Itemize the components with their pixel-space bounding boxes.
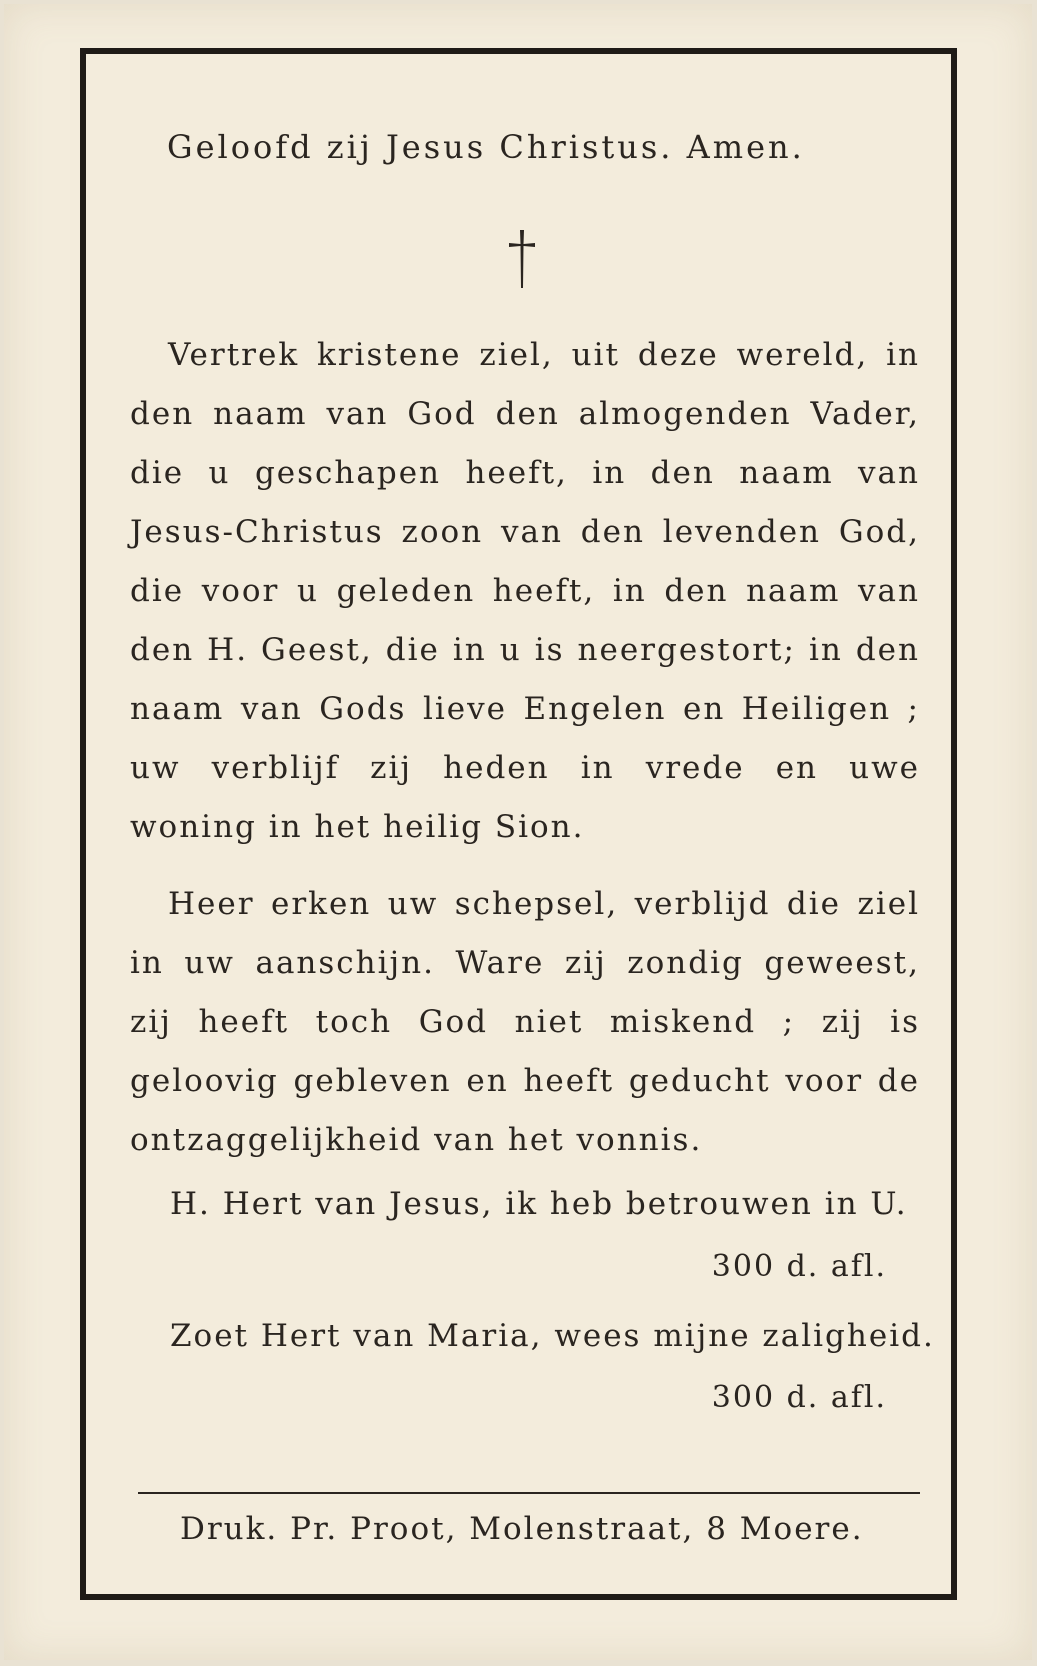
prayer-paragraph: Heer erken uw schepsel, verblijd die ziel in uw aanschijn. Ware zij zondig geweest, zij heeft toch God niet miskend ; zij is geloovig gebleven en heeft geducht voor de ontzaggelijkheid van het vonnis. <box>130 886 920 1158</box>
indulgence-note: 300 d. afl. <box>711 1249 887 1284</box>
invocation-line: H. Hert van Jesus, ik heb betrouwen in U. <box>170 1186 908 1222</box>
printer-imprint: Druk. Pr. Proot, Molenstraat, 8 Moere. <box>180 1511 864 1547</box>
latin-cross-icon <box>507 228 537 290</box>
indulgence-note: 300 d. afl. <box>711 1380 887 1415</box>
divider <box>138 1492 920 1494</box>
prayer-paragraph: Vertrek kristene ziel, uit deze wereld, in den naam van God den almogenden Vader, die u geschapen heeft, in den naam van Jesus-Christus zoon van den levenden God, die voor u geleden heeft, in den naam van den H. Geest, die in u is neergestort; in den naam van Gods lieve Engelen en Heiligen ; uw verblijf zij heden in vrede en uwe woning in het heilig Sion. <box>130 337 920 845</box>
card-heading: Geloofd zij Jesus Christus. Amen. <box>167 128 805 166</box>
invocation-line: Zoet Hert van Maria, wees mijne zaligheid. <box>170 1318 935 1354</box>
